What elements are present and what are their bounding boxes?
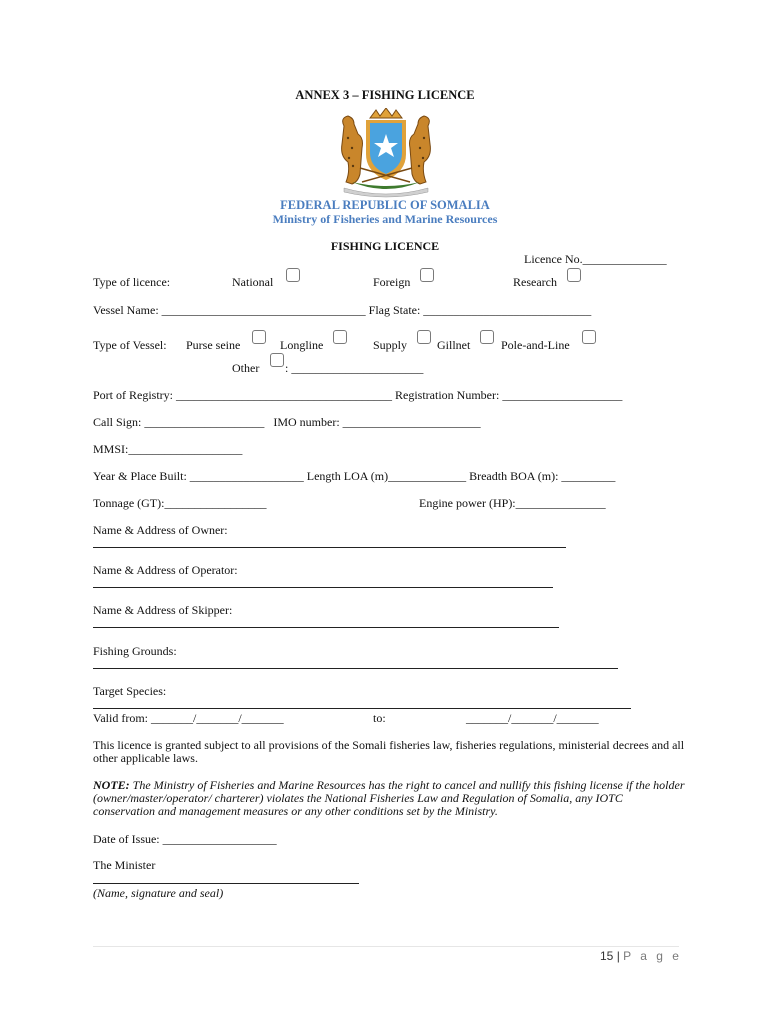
fishing-grounds-label: Fishing Grounds: — [93, 644, 177, 658]
national-checkbox[interactable] — [286, 268, 300, 282]
ministry-name: Ministry of Fisheries and Marine Resources — [272, 212, 498, 226]
note-text: The Ministry of Fisheries and Marine Resources has the right to cancel and nullify this fishing license if the holder (owner/master/operator/ charterer) violates the National Fisheries Law and Regulation of Somalia, any IOTC conservation and management measures or any other conditions set by the Ministry. — [93, 778, 685, 818]
engine-power-field[interactable]: Engine power (HP):_______________ — [419, 496, 606, 510]
target-species-label: Target Species: — [93, 684, 167, 698]
call-sign-field[interactable]: Call Sign: ____________________ IMO number: _______________________ — [93, 415, 481, 429]
vessel-other-label: Other — [232, 361, 260, 375]
form-title: FISHING LICENCE — [330, 239, 440, 253]
year-place-built-field[interactable]: Year & Place Built: ___________________ Length LOA (m)_____________ Breadth BOA (m): _________ — [93, 469, 616, 483]
pole-and-line-checkbox[interactable] — [582, 330, 596, 344]
tonnage-field[interactable]: Tonnage (GT):_________________ — [93, 496, 267, 510]
operator-address-line[interactable] — [93, 587, 553, 588]
vessel-purse-seine-label: Purse seine — [186, 338, 241, 352]
fishing-grounds-line[interactable] — [93, 668, 618, 669]
port-of-registry-field[interactable]: Port of Registry: ____________________________________ Registration Number: ____________________ — [93, 388, 623, 402]
note-label: NOTE: — [93, 778, 130, 792]
valid-to-field[interactable]: _______/_______/_______ — [466, 711, 599, 725]
gillnet-checkbox[interactable] — [480, 330, 494, 344]
republic-name: FEDERAL REPUBLIC OF SOMALIA — [280, 198, 490, 212]
longline-checkbox[interactable] — [333, 330, 347, 344]
footer-separator: | — [613, 949, 624, 963]
vessel-longline-label: Longline — [280, 338, 324, 352]
vessel-supply-label: Supply — [373, 338, 408, 352]
option-national-label: National — [232, 275, 274, 289]
owner-address-line[interactable] — [93, 547, 566, 548]
valid-from-field[interactable]: Valid from: _______/_______/_______ — [93, 711, 284, 725]
option-research-label: Research — [513, 275, 557, 289]
option-foreign-label: Foreign — [373, 275, 411, 289]
page-footer — [600, 949, 682, 963]
foreign-checkbox[interactable] — [420, 268, 434, 282]
supply-checkbox[interactable] — [417, 330, 431, 344]
licence-statement: This licence is granted subject to all provisions of the Somali fisheries law, fisheries regulations, ministerial decrees and all other applicable laws. — [93, 738, 685, 765]
minister-label: The Minister — [93, 858, 156, 872]
skipper-address-line[interactable] — [93, 627, 559, 628]
target-species-line[interactable] — [93, 708, 631, 709]
other-checkbox[interactable] — [270, 353, 284, 367]
footer-divider — [93, 946, 679, 947]
vessel-pole-and-line-label: Pole-and-Line — [501, 338, 570, 352]
owner-address-label: Name & Address of Owner: — [93, 523, 228, 537]
other-vessel-field[interactable]: : ______________________ — [285, 361, 424, 375]
mmsi-field[interactable]: MMSI:___________________ — [93, 442, 243, 456]
operator-address-label: Name & Address of Operator: — [93, 563, 238, 577]
valid-to-label: to: — [373, 711, 386, 725]
note-paragraph — [93, 779, 685, 818]
research-checkbox[interactable] — [567, 268, 581, 282]
page-label: P a g e — [623, 949, 682, 963]
signature-line[interactable] — [93, 883, 359, 884]
date-of-issue-field[interactable]: Date of Issue: ___________________ — [93, 832, 277, 846]
annex-title: ANNEX 3 – FISHING LICENCE — [295, 88, 475, 102]
licence-number-field[interactable]: Licence No.______________ — [524, 252, 667, 266]
vessel-name-field[interactable]: Vessel Name: __________________________________ Flag State: ____________________________ — [93, 303, 592, 317]
vessel-gillnet-label: Gillnet — [437, 338, 471, 352]
page-number: 15 — [600, 949, 614, 963]
purse-seine-checkbox[interactable] — [252, 330, 266, 344]
type-of-licence-label: Type of licence: — [93, 275, 171, 289]
signature-caption: (Name, signature and seal) — [93, 886, 224, 900]
type-of-vessel-label: Type of Vessel: — [93, 338, 167, 352]
coat-of-arms-emblem — [322, 108, 450, 200]
skipper-address-label: Name & Address of Skipper: — [93, 603, 233, 617]
